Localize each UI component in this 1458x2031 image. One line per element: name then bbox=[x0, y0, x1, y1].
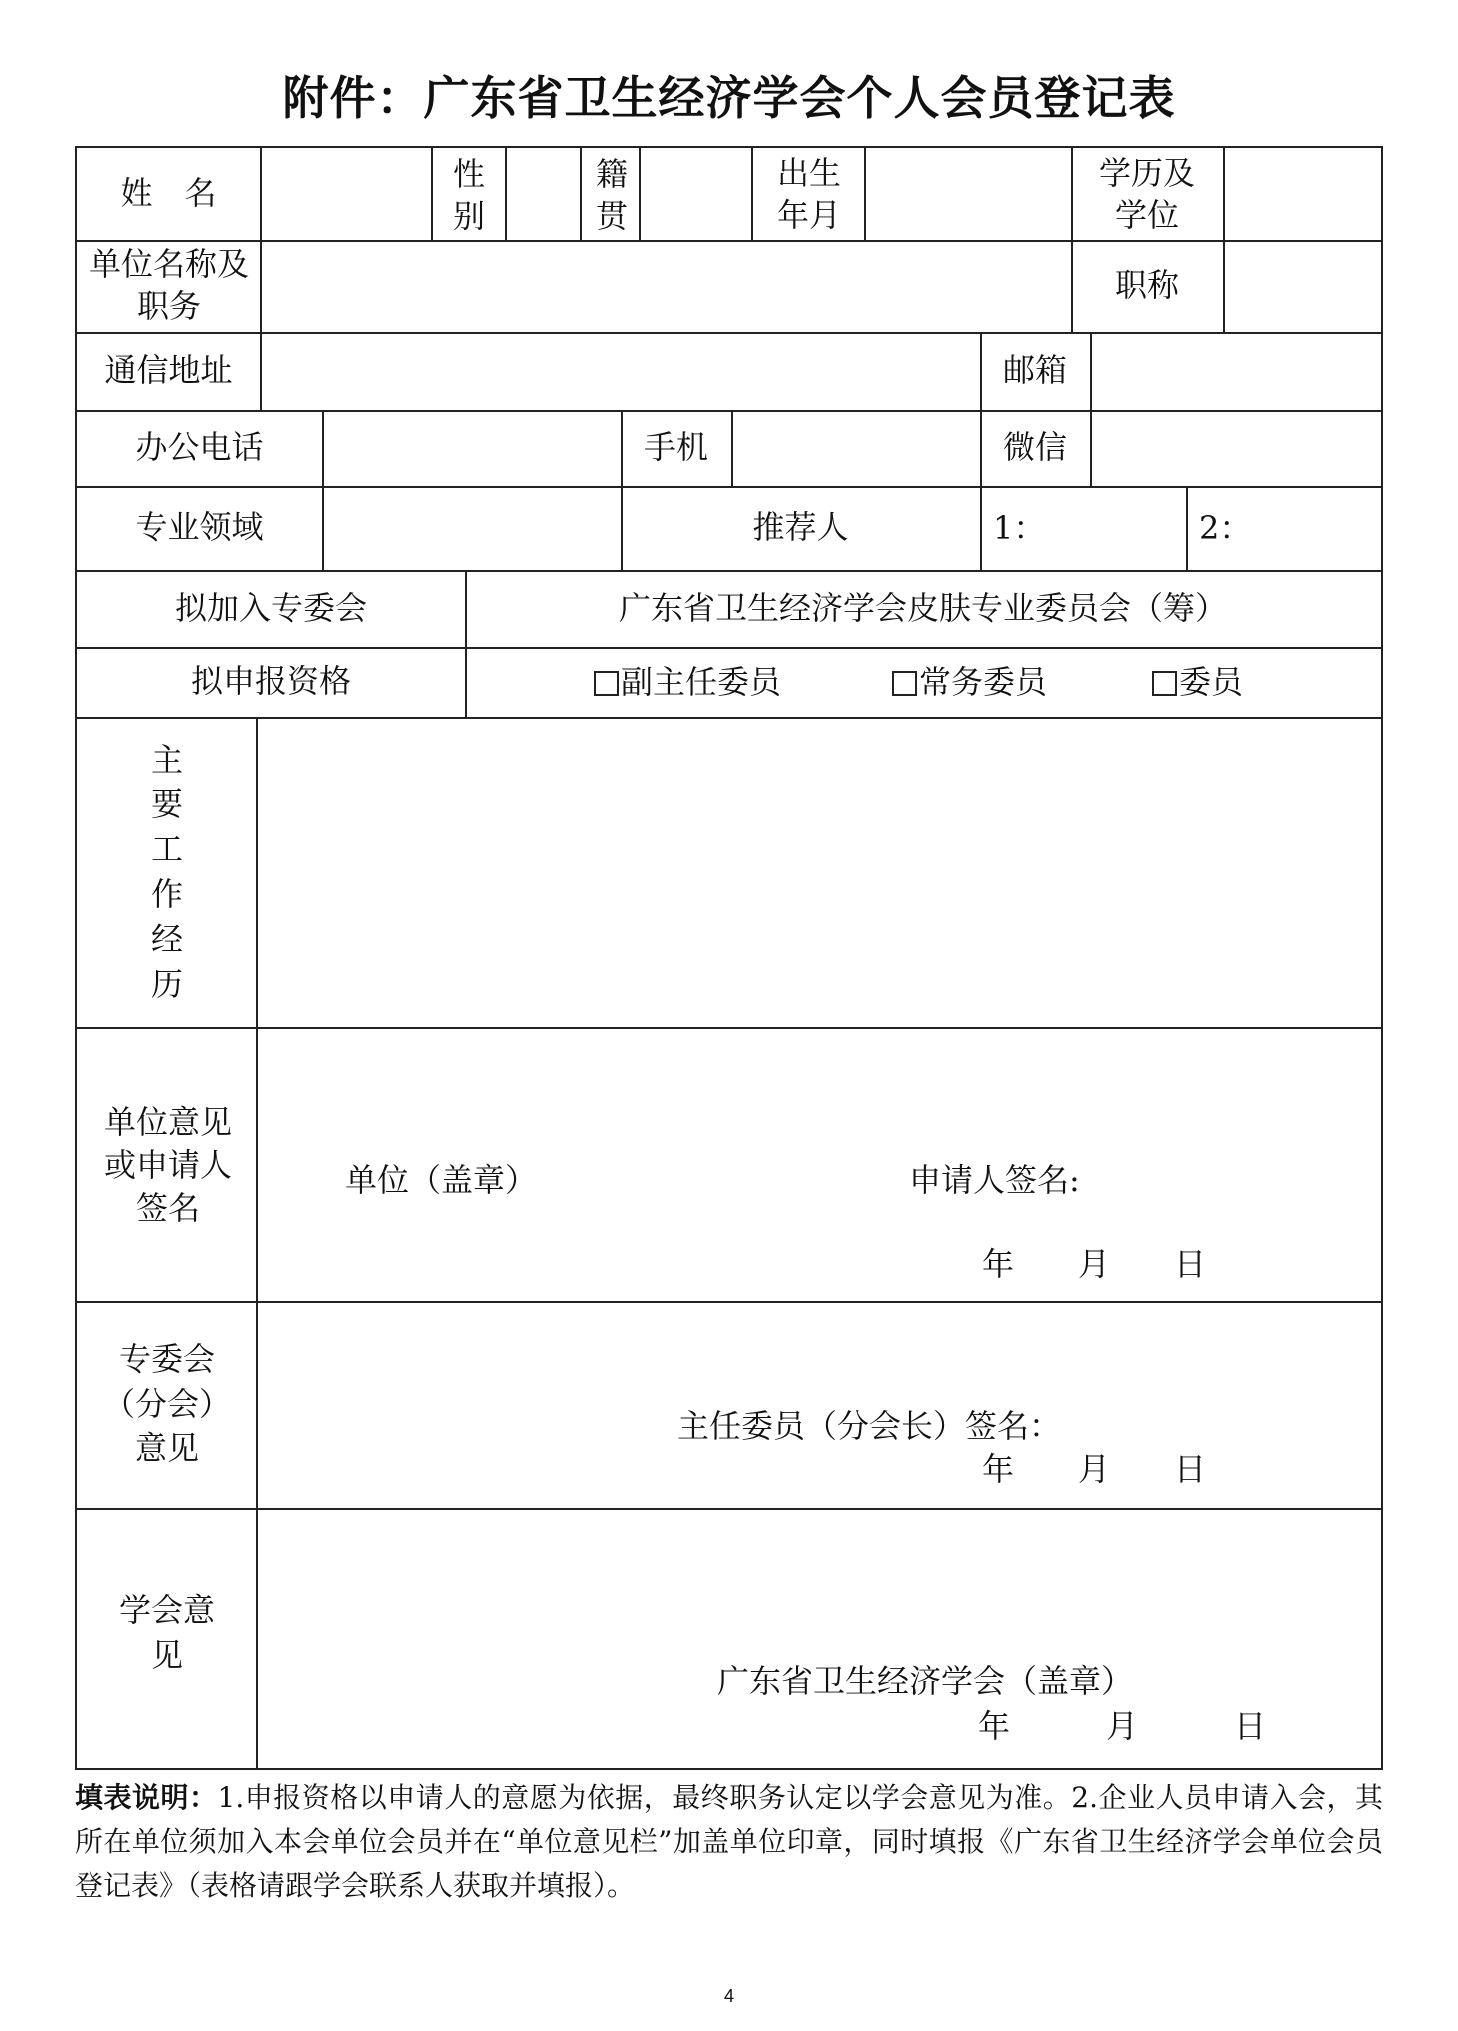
work-history-label: 主要工作经历 bbox=[150, 740, 183, 1003]
birth-label: 出生年月 bbox=[776, 154, 841, 234]
qual-option-vice-chair[interactable]: 副主任委员 bbox=[594, 666, 781, 698]
committee-value: 广东省卫生经济学会皮肤专业委员会（筹） bbox=[618, 588, 1227, 627]
title-rank-field[interactable] bbox=[1223, 240, 1381, 332]
wechat-label: 微信 bbox=[1002, 428, 1067, 467]
referrer-label: 推荐人 bbox=[752, 508, 849, 547]
native-place-label: 籍贯 bbox=[595, 155, 628, 235]
office-phone-label: 办公电话 bbox=[135, 428, 264, 467]
unit-stamp-label: 单位（盖章） bbox=[345, 1161, 538, 1199]
specialty-label: 专业领域 bbox=[135, 508, 264, 547]
mobile-label: 手机 bbox=[643, 428, 708, 467]
page-title: 附件：广东省卫生经济学会个人会员登记表 bbox=[282, 71, 1176, 125]
work-history-field[interactable] bbox=[258, 717, 1381, 1027]
checkbox-icon[interactable] bbox=[1152, 671, 1177, 696]
address-field[interactable] bbox=[260, 332, 980, 410]
mobile-field[interactable] bbox=[731, 410, 980, 486]
notes-label: 填表说明： bbox=[75, 1781, 218, 1814]
committee-opinion-field[interactable] bbox=[258, 1301, 1381, 1508]
society-stamp-label: 广东省卫生经济学会（盖章） bbox=[717, 1662, 1134, 1700]
gender-field[interactable] bbox=[505, 148, 580, 240]
name-label: 姓 名 bbox=[120, 174, 217, 213]
referrer-2-field[interactable] bbox=[1243, 486, 1381, 570]
checkbox-icon[interactable] bbox=[892, 671, 917, 696]
society-opinion-date: 年 月 日 bbox=[978, 1707, 1267, 1745]
native-place-field[interactable] bbox=[639, 148, 751, 240]
unit-opinion-date: 年 月 日 bbox=[982, 1245, 1207, 1283]
wechat-field[interactable] bbox=[1090, 410, 1381, 486]
name-field[interactable] bbox=[260, 148, 431, 240]
notes-text: 1.申报资格以申请人的意愿为依据，最终职务认定以学会意见为准。2.企业人员申请入会，其所在单位须加入本会单位会员并在“单位意见栏”加盖单位印章，同时填报《广东省卫生经济学会单位会员登记表》（表格请跟学会联系人获取并填报）。 bbox=[75, 1781, 1383, 1902]
society-opinion-label: 学会意见 bbox=[118, 1591, 215, 1674]
work-unit-field[interactable] bbox=[260, 240, 1071, 332]
registration-form bbox=[75, 146, 1383, 1770]
education-field[interactable] bbox=[1223, 148, 1381, 240]
work-unit-label: 单位名称及职务 bbox=[89, 245, 250, 325]
email-label: 邮箱 bbox=[1002, 351, 1067, 390]
committee-opinion-date: 年 月 日 bbox=[982, 1450, 1207, 1488]
referrer-1-field[interactable] bbox=[1037, 486, 1186, 570]
qualification-label: 拟申报资格 bbox=[190, 662, 351, 701]
applicant-sign-label: 申请人签名: bbox=[909, 1161, 1080, 1199]
gender-label: 性别 bbox=[452, 155, 485, 235]
page-number: 4 bbox=[723, 1986, 734, 2006]
qual-option-member[interactable]: 委员 bbox=[1152, 666, 1243, 698]
email-field[interactable] bbox=[1090, 332, 1381, 410]
committee-sign-label: 主任委员（分会长）签名： bbox=[677, 1407, 1062, 1445]
address-label: 通信地址 bbox=[104, 351, 233, 390]
committee-label: 拟加入专委会 bbox=[174, 588, 367, 627]
referrer-1-label: 1： bbox=[993, 509, 1046, 547]
fill-instructions bbox=[75, 1776, 1383, 1908]
committee-opinion-label: 专委会（分会）意见 bbox=[102, 1339, 231, 1468]
birth-field[interactable] bbox=[864, 148, 1071, 240]
office-phone-field[interactable] bbox=[322, 410, 621, 486]
checkbox-icon[interactable] bbox=[594, 671, 619, 696]
specialty-field[interactable] bbox=[322, 486, 621, 570]
referrer-2-label: 2： bbox=[1199, 509, 1252, 547]
title-rank-label: 职称 bbox=[1114, 266, 1179, 305]
education-label: 学历及学位 bbox=[1098, 154, 1195, 234]
qual-option-standing-member[interactable]: 常务委员 bbox=[892, 666, 1047, 698]
unit-opinion-label: 单位意见或申请人签名 bbox=[103, 1102, 232, 1228]
